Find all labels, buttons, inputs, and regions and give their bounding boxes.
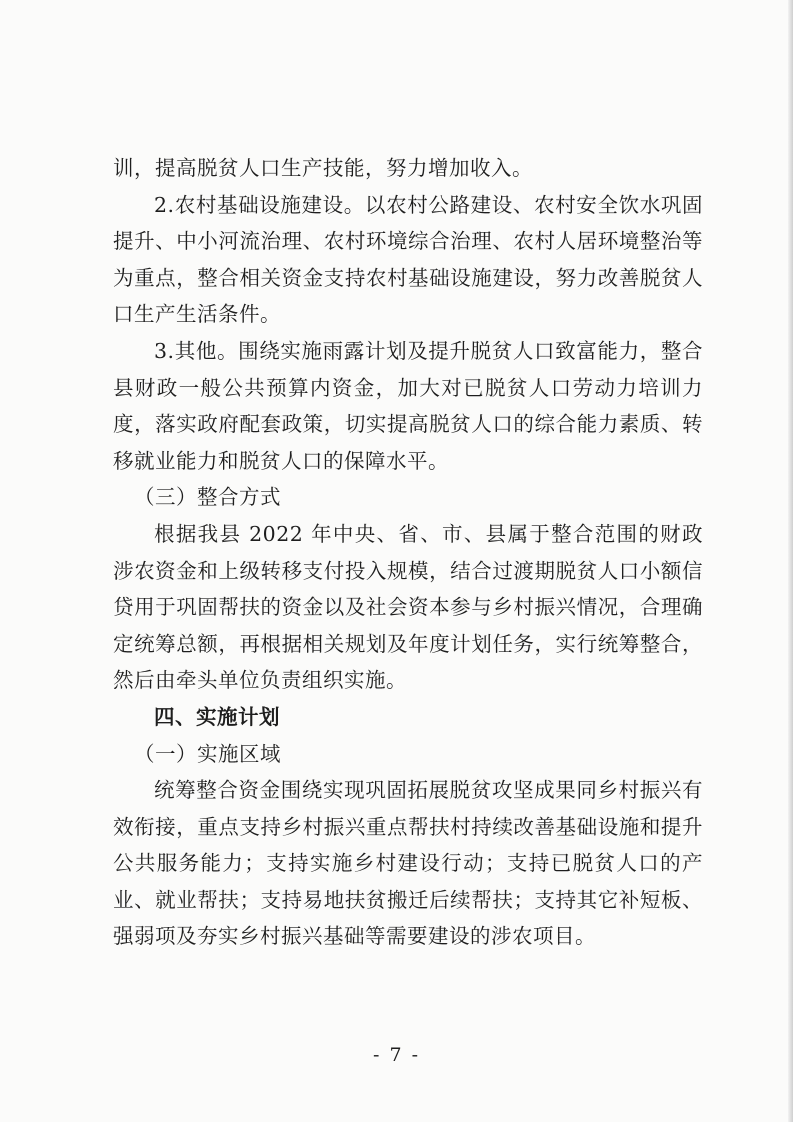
- page-number: - 7 -: [372, 1044, 420, 1066]
- subheading-implementation-area: （一）实施区域: [134, 741, 281, 766]
- paragraph-rural-infrastructure: 2.农村基础设施建设。以农村公路建设、农村安全饮水巩固提升、中小河流治理、农村环境综合治理、农村人居环境整治等为重点，整合相关资金支持农村基础设施建设，努力改善脱贫人口生产生活条件。: [113, 192, 703, 327]
- document-body: [113, 150, 703, 955]
- paragraph-continuation: 训，提高脱贫人口生产技能，努力增加收入。: [113, 156, 533, 180]
- paragraph-integration-method: 根据我县 2022 年中央、省、市、县属于整合范围的财政涉农资金和上级转移支付投入规模，结合过渡期脱贫人口小额信贷用于巩固帮扶的资金以及社会资本参与乡村振兴情况，合理确定统筹总额，再根据相关规划及年度计划任务，实行统筹整合，然后由牵头单位负责组织实施。: [113, 521, 703, 693]
- subheading-integration-method: （三）整合方式: [134, 485, 281, 510]
- paragraph-implementation-area: 统筹整合资金围绕实现巩固拓展脱贫攻坚成果同乡村振兴有效衔接，重点支持乡村振兴重点帮扶村持续改善基础设施和提升公共服务能力；支持实施乡村建设行动；支持已脱贫人口的产业、就业帮扶；支持易地扶贫搬迁后续帮扶；支持其它补短板、强弱项及夯实乡村振兴基础等需要建设的涉农项目。: [113, 778, 703, 949]
- section-heading-implementation-plan: 四、实施计划: [154, 704, 280, 729]
- paragraph-other: 3.其他。围绕实施雨露计划及提升脱贫人口致富能力，整合县财政一般公共预算内资金，加大对已脱贫人口劳动力培训力度，落实政府配套政策，切实提高脱贫人口的综合能力素质、转移就业能力和脱贫人口的保障水平。: [113, 338, 703, 473]
- scan-edge: [788, 0, 793, 1122]
